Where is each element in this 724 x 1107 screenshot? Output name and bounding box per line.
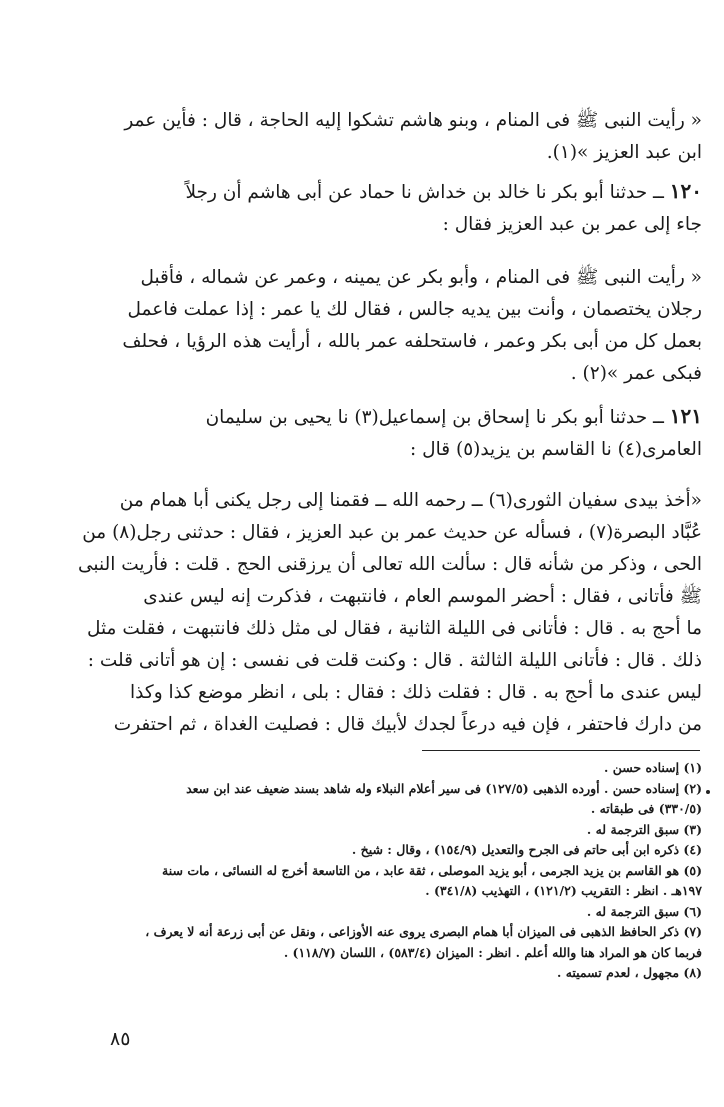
footnote-line: فربما كان هو المراد هنا والله أعلم . انظر : الميزان (٥٨٣/٤) ، اللسان (١١٨/٧) .: [283, 944, 702, 960]
page-number: ٨٥: [110, 1028, 131, 1050]
text-line: ﷺ فأتانى ، فقال : أحضر الموسم العام ، فانتبهت ، فذكرت إنه ليس عندى: [143, 586, 702, 607]
footnote-separator: [422, 750, 700, 751]
text-line: « رأيت النبى ﷺ فى المنام ، وأبو بكر عن يمينه ، وعمر عن شماله ، فأقبل: [140, 267, 702, 288]
footnote-line: (٣) سبق الترجمة له .: [586, 821, 702, 837]
hadith-120: [92, 175, 702, 241]
isnad-text: ــ حدثنا أبو بكر نا إسحاق بن إسماعيل(٣) نا يحيى بن سليمان: [205, 407, 664, 428]
hadith-number: ١٢٠: [669, 179, 702, 203]
footnote-line: (٦) سبق الترجمة له .: [586, 903, 702, 919]
text-line: [92, 400, 702, 434]
footnote-line: (١) إسناده حسن .: [604, 760, 702, 775]
text-line: الحى ، وذكر من شأنه قال : سألت الله تعالى أن يرزقنى الحج . قلت : فأريت النبى: [77, 554, 702, 575]
footnote-line: ١٩٧هـ . انظر : التقريب (١٢١/٢) ، التهذيب (٣٤١/٨) .: [425, 883, 702, 898]
hadith-121: [92, 400, 702, 466]
footnote-line: (٣٣٠/٥) فى طبقاته .: [590, 801, 702, 816]
text-line: بعمل كل من أبى بكر وعمر ، فاستحلفه عمر بالله ، أرأيت هذه الرؤيا ، فحلف: [122, 331, 702, 352]
text-line: ما أحج به . قال : فأتانى فى الليلة الثانية ، فقال لى مثل ذلك فانتبهت ، فقلت مثل: [86, 618, 702, 639]
footnote-line: (٤) ذكره ابن أبى حاتم فى الجرح والتعديل (١٥٤/٩) ، وقال : شيخ .: [351, 842, 702, 857]
text-line: ابن عبد العزيز »(١).: [546, 142, 702, 163]
isnad-text: ــ حدثنا أبو بكر نا خالد بن خداش نا حماد عن أبى هاشم أن رجلاً: [185, 182, 664, 203]
text-line: ليس عندى ما أحج به . قال : فقلت ذلك : فقال : بلى ، انظر موضع كذا وكذا: [130, 682, 702, 703]
footnote-line: (٥) هو القاسم بن يزيد الجرمى ، أبو يزيد الموصلى ، ثقة عابد ، من التاسعة أخرج له النسائى ، مات سنة: [162, 862, 702, 878]
footnote-line: (٨) مجهول ، لعدم تسميته .: [556, 965, 702, 980]
paragraph-dream-hashim: [92, 105, 702, 169]
text-line: رجلان يختصمان ، وأنت بين يديه جالس ، فقال لك يا عمر : إذا عملت فاعمل: [127, 299, 702, 320]
text-line: جاء إلى عمر بن عبد العزيز فقال :: [442, 214, 702, 235]
footnote-line: (٧) ذكر الحافظ الذهبى فى الميزان أبا همام البصرى يروى عنه الأوزاعى ، ونقل عن أبى زرعة أنه لا يعرف ،: [145, 924, 702, 939]
footnotes: [92, 758, 702, 984]
text-line: فبكى عمر »(٢) .: [570, 363, 702, 384]
paragraph-dream-abubakr-umar: [92, 262, 702, 390]
footnote-line: (٢) إسناده حسن . أورده الذهبى (١٢٧/٥) فى سير أعلام النبلاء وله شاهد بسند ضعيف عند ابن سعد: [186, 780, 702, 796]
text-line: [92, 175, 702, 209]
text-line: «أخذ بيدى سفيان الثورى(٦) ــ رحمه الله ــ فقمنا إلى رجل يكنى أبا همام من: [119, 490, 702, 511]
text-line: ذلك . قال : فأتانى الليلة الثالثة . قال : وكنت قلت فى نفسى : إن هو أتانى قلت :: [87, 650, 702, 671]
text-line: عُبَّاد البصرة(٧) ، فسأله عن حديث عمر بن عبد العزيز ، فقال : حدثنى رجل(٨) من: [82, 522, 702, 543]
text-line: من دارك فاحتفر ، فإن فيه درعاً لجدك لأبيك قال : فصليت الغداة ، ثم احتفرت: [113, 714, 702, 735]
margin-mark: [706, 790, 710, 794]
hadith-number: ١٢١: [669, 404, 702, 428]
text-line: العامرى(٤) نا القاسم بن يزيد(٥) قال :: [410, 439, 702, 460]
paragraph-sufyan-story: [77, 485, 702, 741]
text-line: « رأيت النبى ﷺ فى المنام ، وبنو هاشم تشكوا إليه الحاجة ، قال : فأين عمر: [124, 110, 702, 131]
